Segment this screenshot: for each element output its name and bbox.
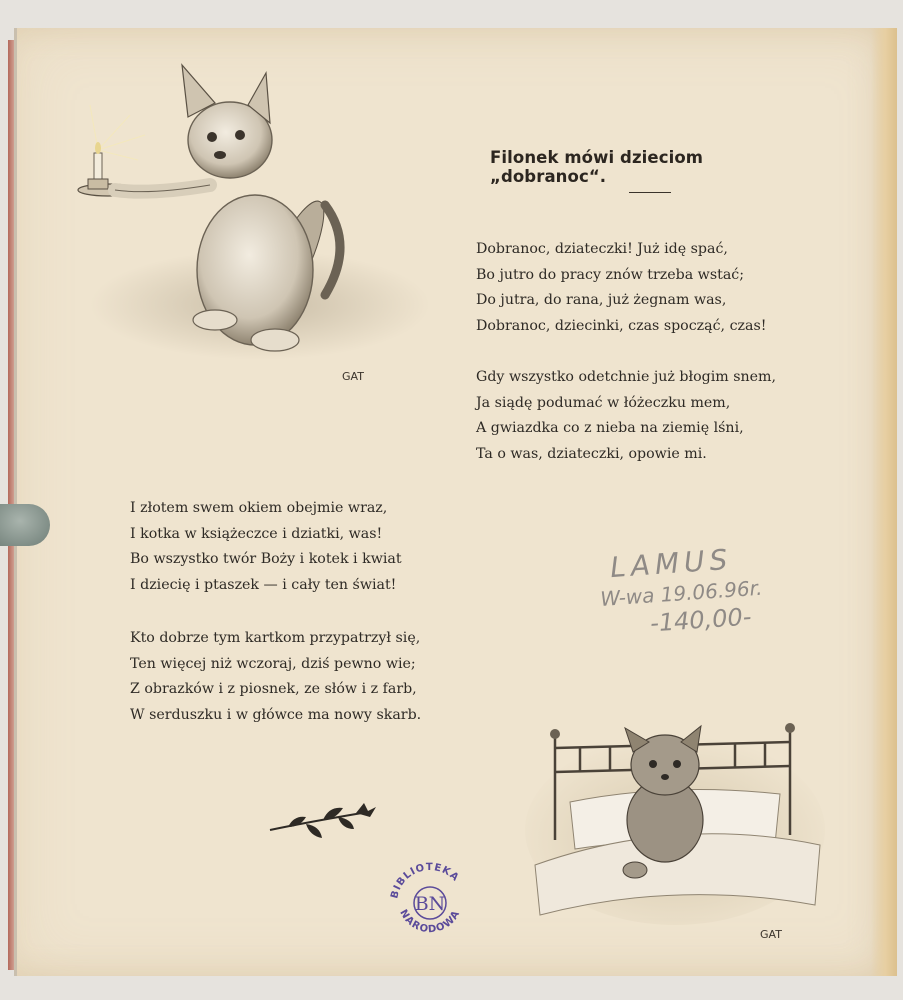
pencil-note-line: LAMUS	[609, 542, 734, 585]
illustrator-signature-top: GAT	[342, 370, 364, 383]
verse-line: Kto dobrze tym kartkom przypatrzył się,	[130, 630, 421, 646]
page-clip	[0, 504, 50, 546]
stamp-ring-text-bottom: NARODOWA	[397, 907, 463, 936]
poem-title: Filonek mówi dzieciom „dobranoc“.	[490, 148, 704, 186]
pencil-note-line: -140,00-	[649, 602, 753, 638]
stanza-1	[476, 237, 766, 339]
stanza-4	[130, 626, 421, 728]
illustrator-signature-bottom: GAT	[760, 928, 782, 941]
verse-line: Bo wszystko twór Boży i kotek i kwiat	[130, 551, 402, 568]
verse-line: Dobranoc, dziecinki, czas spocząć, czas!	[476, 317, 767, 334]
verse-line: Ten więcej niż wczoraj, dziś pewno wie;	[130, 655, 416, 672]
title-rule	[629, 192, 671, 193]
cat-in-bed-illustration	[525, 690, 825, 940]
pencil-note	[597, 538, 803, 641]
cat-with-candle-illustration	[70, 55, 410, 365]
verse-line: Ta o was, dziateczki, opowie mi.	[476, 445, 707, 462]
verse-line: Dobranoc, dziateczki! Już idę spać,	[476, 241, 728, 257]
stanza-2	[476, 365, 776, 467]
verse-line: Bo jutro do pracy znów trzeba wstać;	[476, 266, 744, 283]
floral-ornament	[268, 800, 378, 850]
verse-line: I kotka w książeczce i dziatki, was!	[130, 525, 383, 542]
stanza-3	[130, 496, 402, 598]
verse-line: Do jutra, do rana, już żegnam was,	[476, 292, 727, 309]
stamp-center-text: BN	[414, 893, 446, 915]
verse-line: I złotem swem okiem obejmie wraz,	[130, 500, 388, 516]
verse-line: Gdy wszystko odetchnie już błogim snem,	[476, 369, 776, 385]
pencil-note-line: W-wa 19.06.96r.	[599, 575, 764, 611]
verse-line: I dziecię i ptaszek — i cały ten świat!	[130, 576, 397, 593]
stamp-ring-text-top: BIBLIOTEKA	[389, 861, 462, 900]
verse-line: Z obrazków i z piosnek, ze słów i z farb,	[130, 681, 417, 698]
verse-line: Ja siądę podumać w łóżeczku mem,	[476, 394, 731, 411]
page-edge	[871, 28, 897, 976]
verse-line: A gwiazdka co z nieba na ziemię lśni,	[476, 420, 744, 437]
library-stamp	[385, 858, 475, 948]
verse-line: W serduszku i w główce ma nowy skarb.	[130, 706, 422, 723]
